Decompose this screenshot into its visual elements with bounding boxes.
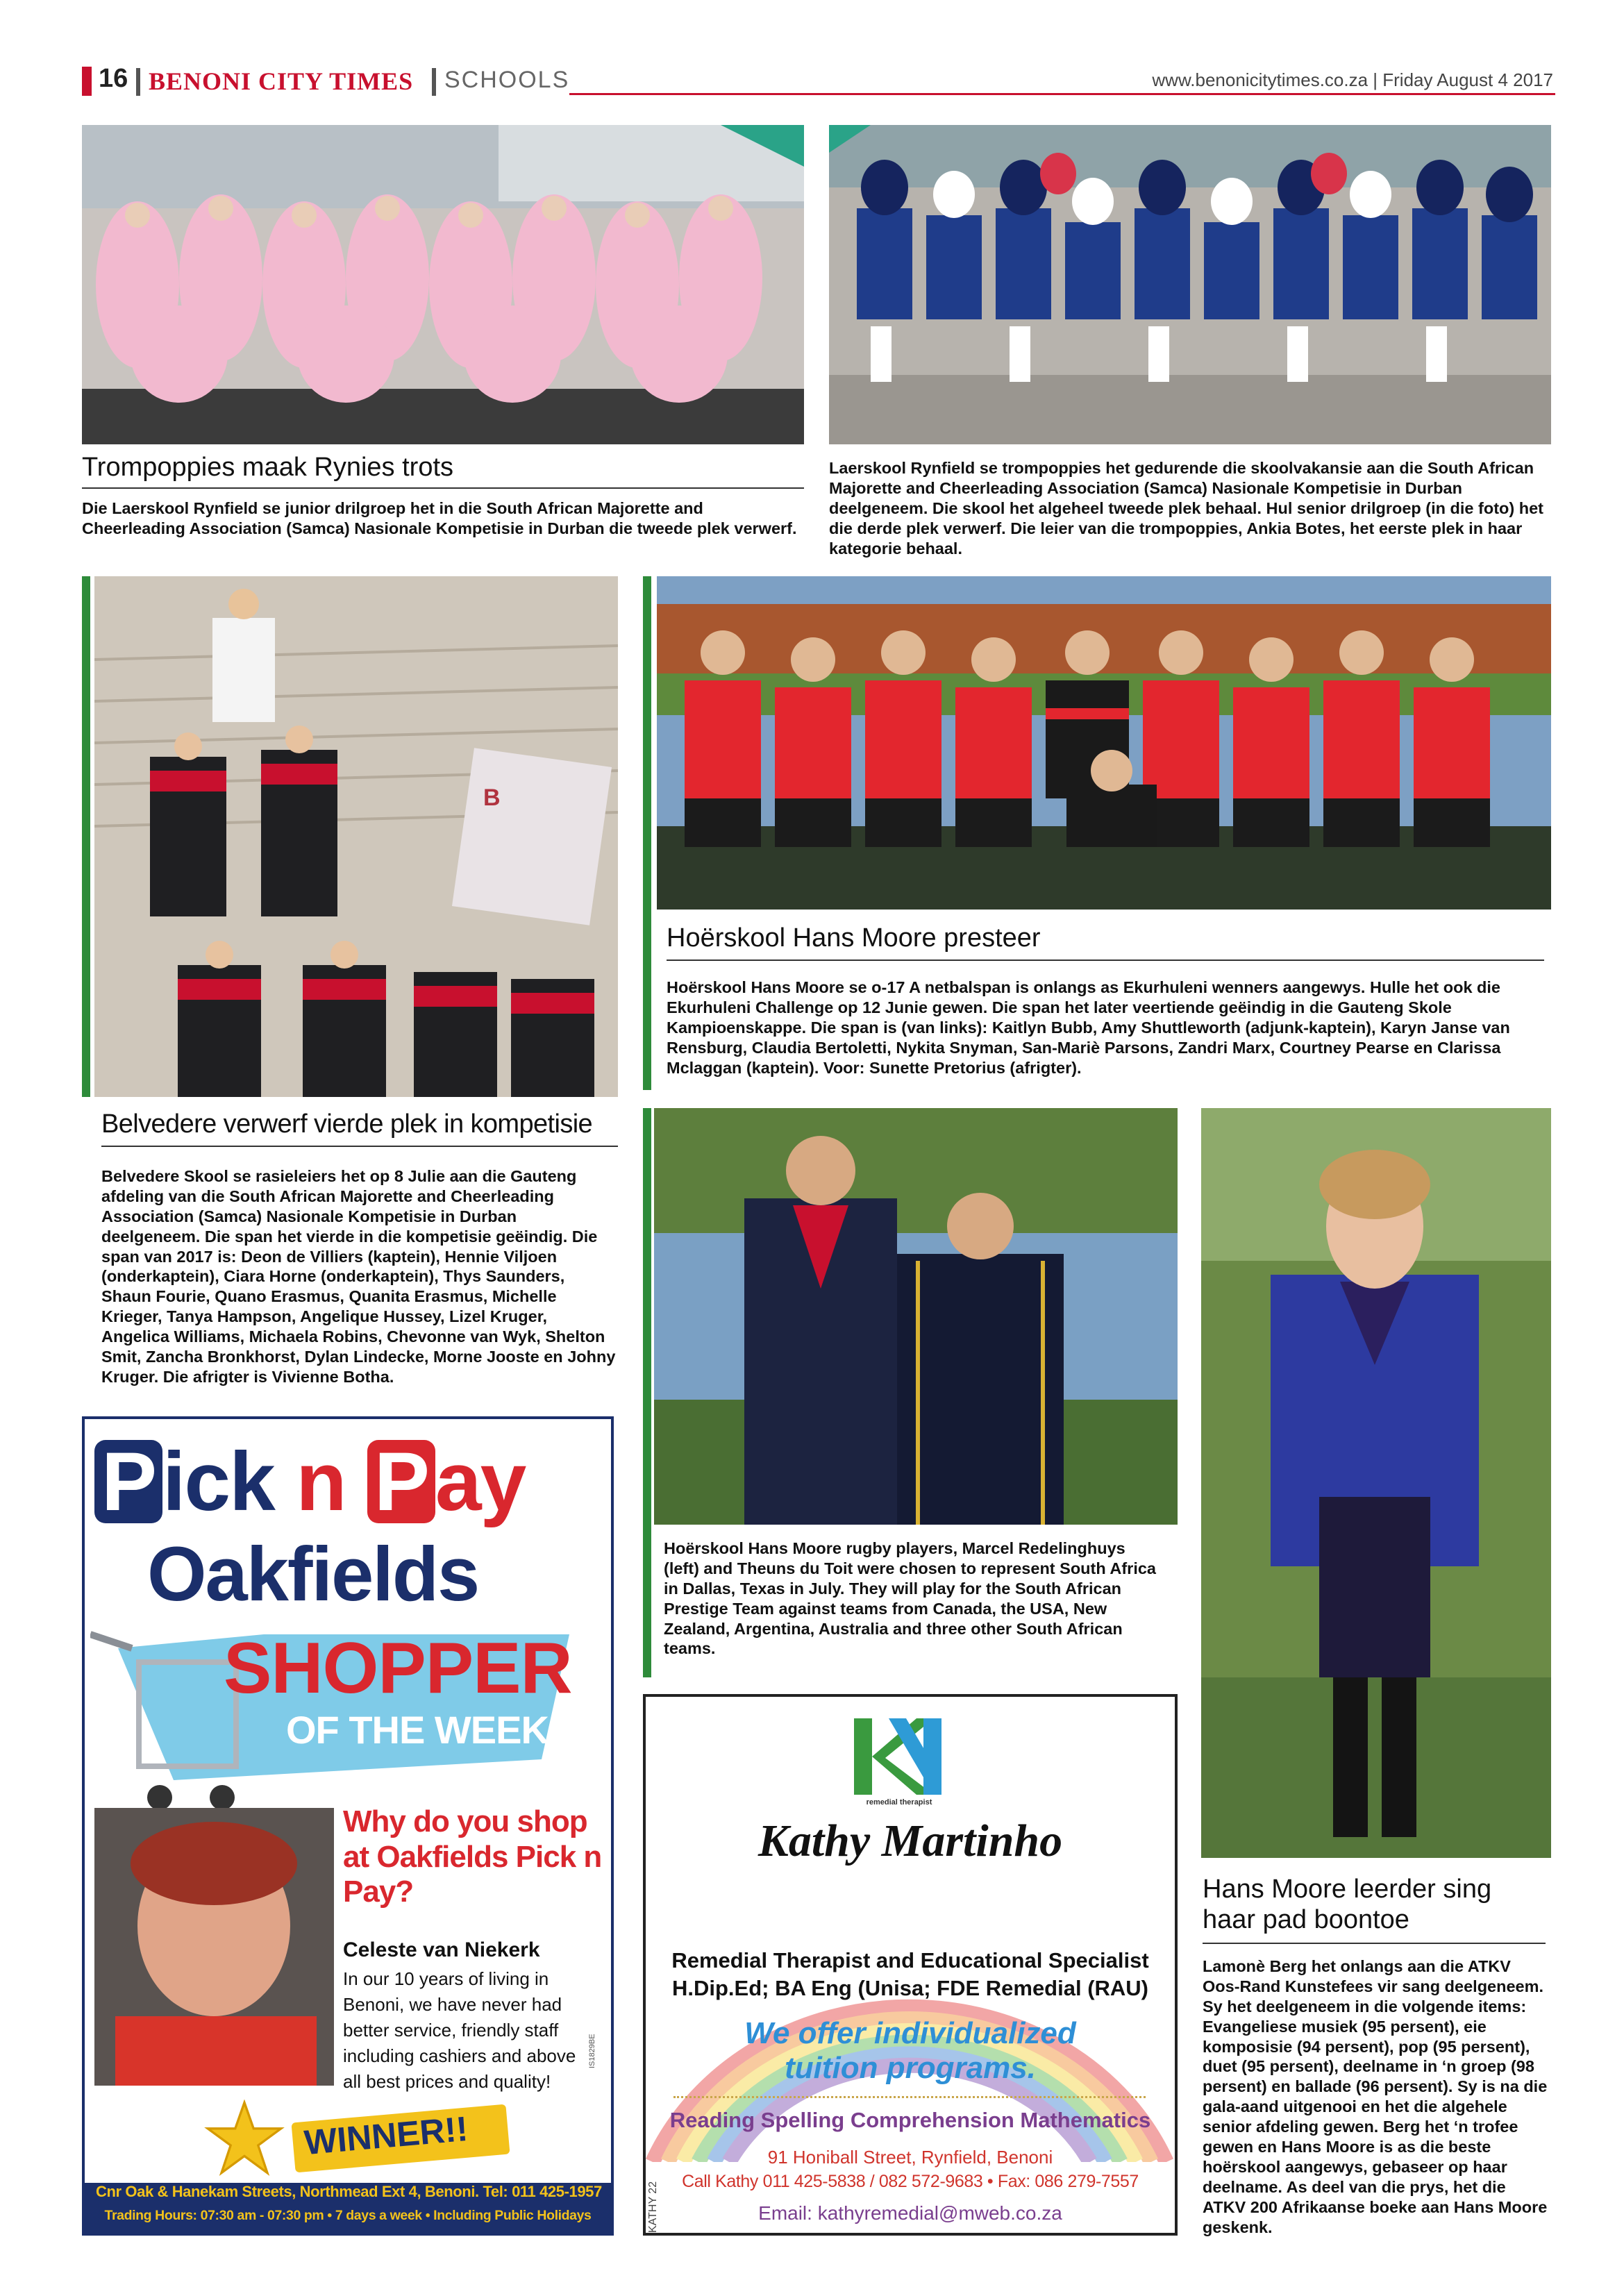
pnp-logo-p2: P xyxy=(367,1440,435,1523)
km-slogan-2: tuition programs. xyxy=(785,2051,1036,2085)
page-number: 16 xyxy=(99,64,128,93)
pnp-store-name: Oakfields xyxy=(147,1532,479,1617)
story2-rule xyxy=(101,1146,618,1147)
header-divider xyxy=(136,68,140,96)
section-name: SCHOOLS xyxy=(444,67,570,93)
pnp-logo-n: n xyxy=(296,1435,346,1528)
svg-text:B: B xyxy=(483,785,501,811)
story1-rule xyxy=(82,487,804,489)
story3-rule xyxy=(667,960,1544,961)
green-side-bar xyxy=(643,576,651,1090)
photo-junior-drill-group xyxy=(82,125,804,444)
story5-caption: Lamonè Berg het onlangs aan die ATKV Oos-Rand Kunstefees vir sang deelgeneem. Sy het deelgeneem in die volgende items: Evangeliese musiek (95 persent), eie komposisie (94 persent), pop (95 persent), duet (95 persent), deelname in ‘n groep (98 persent) en ballade (96 persent). Sy is na die gala-aand uitgenooi en het die algehele senior afdeling gewen. Berg het ‘n trofee gewen en Hans Moore is as die beste hoërskool aangewys, gebaseer op haar deelname. As deel van die prys, het die ATKV 200 Afrikaanse boeke aan Hans Moore geskenk. xyxy=(1203,1957,1548,2236)
header-accent-bar xyxy=(82,67,92,96)
pnp-shopper: SHOPPER xyxy=(224,1628,572,1709)
story5-heading: Hans Moore leerder sing haar pad boontoe xyxy=(1203,1875,1492,1934)
photo-lamone-berg xyxy=(1201,1108,1551,1858)
pnp-of-the-week: OF THE WEEK! xyxy=(286,1708,561,1752)
kathy-martinho-advert xyxy=(643,1694,1178,2236)
pnp-logo-ick: ick xyxy=(162,1435,274,1528)
km-subjects: Reading Spelling Comprehension Mathematics xyxy=(669,2108,1151,2132)
photo-rugby-players xyxy=(654,1108,1178,1525)
km-title-1: Remedial Therapist and Educational Specialist xyxy=(671,1948,1149,1972)
pnp-ad-code: IS1829BE xyxy=(588,2034,596,2068)
km-logo-tag: remedial therapist xyxy=(866,1798,932,1807)
header-rule xyxy=(569,93,1555,95)
km-slogan-1: We offer individualized xyxy=(744,2016,1076,2050)
photo-netball-team xyxy=(657,576,1551,910)
km-title-2: H.Dip.Ed; BA Eng (Unisa; FDE Remedial (RAU) xyxy=(671,1976,1149,2000)
km-ad-code: KATHY 22 xyxy=(647,2181,659,2233)
story1-heading: Trompoppies maak Rynies trots xyxy=(82,453,454,482)
km-dotted-divider xyxy=(673,2096,1146,2098)
photo-senior-majorettes xyxy=(829,125,1551,444)
star-icon xyxy=(203,2100,286,2176)
km-name: Kathy Martinho xyxy=(757,1816,1063,1866)
pnp-logo-ay: ay xyxy=(435,1435,526,1528)
site-and-date: www.benonicitytimes.co.za | Friday August 4 2017 xyxy=(1152,69,1553,90)
story2-caption: Belvedere Skool se rasieleiers het op 8 Julie aan die Gauteng afdeling van die South African Majorette and Cheerleading Association (Samca) Nasionale Kompetisie in Durban deelgeneem. Die span het vierde in die kompetisie geëindig. Die span van 2017 is: Deon de Villiers (kaptein), Hennie Viljoen (onderkaptein), Ciara Horne (onderkaptein), Thys Saunders, Shaun Fourie, Quano Erasmus, Quanita Erasmus, Michelle Krieger, Tanya Hampson, Angelique Hussey, Lizel Kruger, Angelica Williams, Michaela Robins, Chevonne van Wyk, Shelton Smit, Zancha Bronkhorst, Dylan Lindecke, Morne Jooste en Johny Kruger. Die afrigter is Vivienne Botha. xyxy=(101,1167,616,1386)
pnp-question: Why do you shop at Oakfields Pick n Pay? xyxy=(343,1804,602,1909)
header-divider xyxy=(432,68,436,96)
km-email: Email: kathyremedial@mweb.co.za xyxy=(758,2202,1062,2224)
km-address: 91 Honiball Street, Rynfield, Benoni xyxy=(767,2147,1053,2168)
km-logo-icon xyxy=(847,1715,951,1798)
story3-caption: Hoërskool Hans Moore se o-17 A netbalspan is onlangs as Ekurhuleni wenners aangewys. Hulle het ook die Ekurhuleni Challenge op 12 Junie gewen. Die span het later veertiende geëindig in die Gauteng Skole Kampioenskappe. Die span is (van links): Kaitlyn Bubb, Amy Shuttleworth (adjunk-kaptein), Karyn Janse van Rensburg, Claudia Bertoletti, Nykita Snyman, San-Mariè Parsons, Zandri Marx, Courtney Pearse en Clarissa Mclaggan (kaptein). Voor: Sunette Pretorius (afrigter). xyxy=(667,978,1510,1077)
pnp-logo xyxy=(94,1435,526,1528)
pnp-winner-name: Celeste van Niekerk xyxy=(343,1938,540,1961)
story4-caption: Hoërskool Hans Moore rugby players, Marcel Redelinghuys (left) and Theuns du Toit were chosen to represent South Africa in Dallas, Texas in July. They will play for the South African Prestige Team against teams from Canada, the USA, New Zealand, Argentina, Australia and three other South African teams. xyxy=(664,1539,1156,1658)
pick-n-pay-advert xyxy=(82,1416,614,2236)
pnp-hours: Trading Hours: 07:30 am - 07:30 pm • 7 days a week • Including Public Holidays xyxy=(104,2208,592,2223)
pnp-winner-photo xyxy=(94,1808,334,2086)
story1-caption-right: Laerskool Rynfield se trompoppies het gedurende die skoolvakansie aan die South African Majorette and Cheerleading Association (Samca) Nasionale Kompetisie in Durban deelgeneem. Die skool het algeheel tweede plek behaal. Hul senior drilgroep (in die foto) het die derde plek verwerf. Die leier van die trompoppies, Ankia Botes, het eerste plek in haar kategorie behaal. xyxy=(829,459,1543,558)
story3-heading: Hoërskool Hans Moore presteer xyxy=(667,923,1041,953)
green-side-bar xyxy=(643,1108,651,1677)
photo-belvedere-cheerleaders xyxy=(94,576,618,1097)
story2-heading: Belvedere verwerf vierde plek in kompetisie xyxy=(101,1109,593,1139)
story5-rule xyxy=(1203,1943,1546,1944)
pnp-winner-text: WINNER!! xyxy=(303,2109,470,2163)
pnp-logo-p1: P xyxy=(94,1440,162,1523)
pnp-quote: In our 10 years of living in Benoni, we have never had better service, friendly staff including cashiers and above all best prices and quality! xyxy=(343,1968,576,2092)
green-side-bar xyxy=(82,576,90,1097)
pnp-address: Cnr Oak & Hanekam Streets, Northmead Ext 4, Benoni. Tel: 011 425-1957 xyxy=(96,2183,602,2200)
paper-title: BENONI CITY TIMES xyxy=(149,67,414,95)
km-phones: Call Kathy 011 425-5838 / 082 572-9683 • Fax: 086 279-7557 xyxy=(682,2172,1139,2191)
story1-caption-left: Die Laerskool Rynfield se junior drilgroep het in die South African Majorette and Cheerleading Association (Samca) Nasionale Kompetisie in Durban die tweede plek verwerf. xyxy=(82,499,797,537)
